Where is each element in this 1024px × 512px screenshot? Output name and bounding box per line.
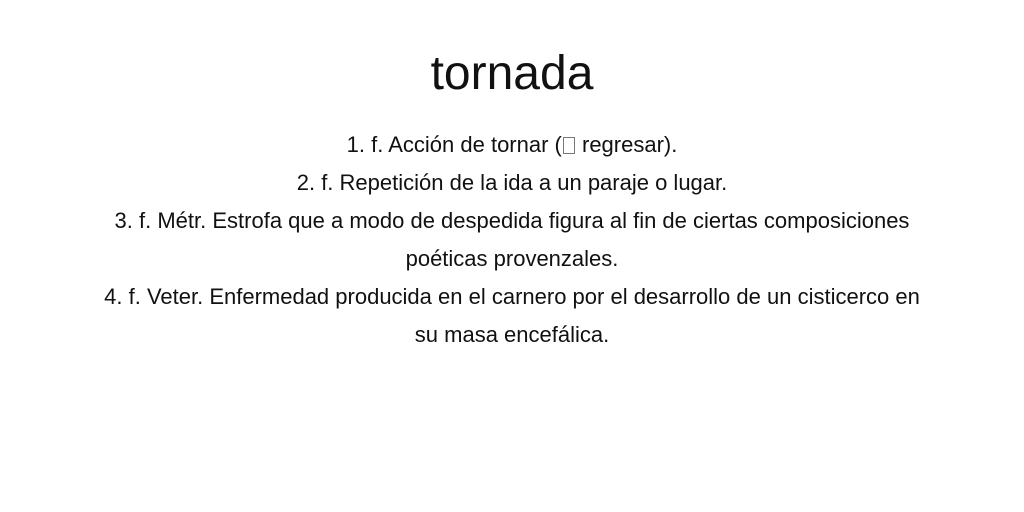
definition-1-text-start: 1. f. Acción de tornar ( [346, 132, 562, 157]
definition-4: 4. f. Veter. Enfermedad producida en el carnero por el desarrollo de un cisticerco en su masa encefálica. [104, 284, 920, 347]
definition-2: 2. f. Repetición de la ida a un paraje o lugar. [296, 170, 728, 195]
definition-3: 3. f. Métr. Estrofa que a modo de despedida figura al fin de ciertas composiciones poéticas provenzales. [114, 208, 910, 271]
missing-glyph-icon [563, 137, 575, 154]
definition-1 [100, 126, 924, 164]
definition-1-text-end: regresar). [575, 132, 678, 157]
entry-title: tornada [430, 47, 594, 100]
definition-list [100, 126, 924, 354]
